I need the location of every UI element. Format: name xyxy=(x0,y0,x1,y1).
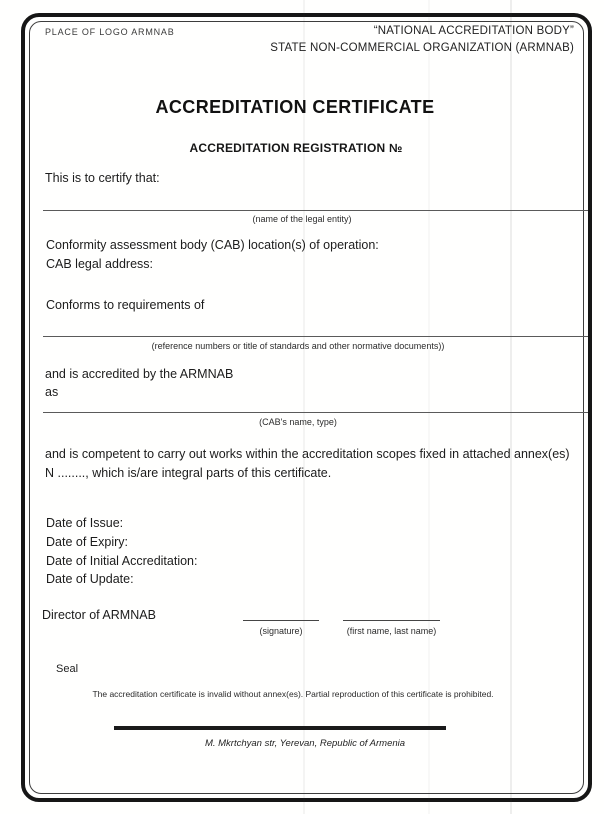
document-title: ACCREDITATION CERTIFICATE xyxy=(155,97,435,117)
locations-label: Conformity assessment body (CAB) location(s) of operation: xyxy=(46,238,379,252)
organization-name-line2: STATE NON-COMMERCIAL ORGANIZATION (ARMNAB) xyxy=(270,42,574,54)
legal-address-label: CAB legal address: xyxy=(46,257,154,271)
cab-name-line xyxy=(43,412,588,413)
signature-caption: (signature) xyxy=(259,626,303,636)
director-label: Director of ARMNAB xyxy=(42,608,156,622)
page-border-outer xyxy=(21,13,592,802)
cab-name-caption: (CAB's name, type) xyxy=(259,417,337,427)
date-of-issue-label: Date of Issue: xyxy=(46,516,124,530)
standards-caption: (reference numbers or title of standards and other normative documents)) xyxy=(151,341,445,351)
accredited-by-label: and is accredited by the ARMNAB xyxy=(45,367,234,381)
certify-intro: This is to certify that: xyxy=(45,171,160,185)
date-of-update-label: Date of Update: xyxy=(46,572,134,586)
footer-divider-line xyxy=(114,726,446,730)
organization-name-line1: “NATIONAL ACCREDITATION BODY” xyxy=(373,25,574,37)
conforms-label: Conforms to requirements of xyxy=(46,298,205,312)
legal-entity-name-caption: (name of the legal entity) xyxy=(252,214,352,224)
legal-entity-name-line xyxy=(43,210,588,211)
standards-line xyxy=(43,336,588,337)
date-of-initial-accreditation-label: Date of Initial Accreditation: xyxy=(46,554,198,568)
as-label: as xyxy=(45,385,59,399)
page-border-inner xyxy=(29,21,584,794)
full-name-caption: (first name, last name) xyxy=(346,626,437,636)
signature-line xyxy=(243,620,319,621)
competence-text-line1: and is competent to carry out works within the accreditation scopes fixed in attached annex(es) xyxy=(45,447,570,461)
footer-address: M. Mkrtchyan str, Yerevan, Republic of Armenia xyxy=(204,738,406,749)
registration-number-heading: ACCREDITATION REGISTRATION № xyxy=(189,141,403,155)
validity-note: The accreditation certificate is invalid without annex(es). Partial reproduction of this certificate is prohibited. xyxy=(92,689,494,699)
organization-name xyxy=(270,23,574,57)
date-of-expiry-label: Date of Expiry: xyxy=(46,535,128,549)
seal-label: Seal xyxy=(56,663,79,675)
full-name-line xyxy=(343,620,440,621)
competence-text-line2: N ........, which is/are integral parts of this certificate. xyxy=(45,466,332,480)
logo-placeholder: PLACE OF LOGO ARMNAB xyxy=(45,27,175,37)
